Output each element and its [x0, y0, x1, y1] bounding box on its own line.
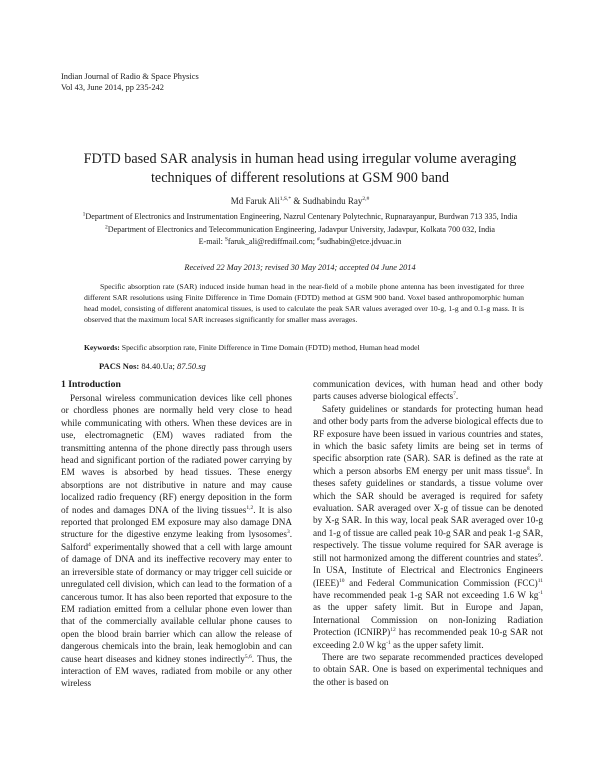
email-label: E-mail: — [198, 237, 225, 246]
p2-text-g: has recommended peak 10-g SAR not exceeding 2.0 W kg — [313, 627, 543, 650]
intro-paragraph-3: There are two separate recommended practices developed to obtain SAR. One is based on experimental techniques and the other is based on — [313, 651, 543, 687]
keywords-label: Keywords: — [84, 343, 120, 352]
ref-7: 7 — [453, 391, 456, 398]
ref-9: 9 — [537, 552, 541, 559]
ref-12: 12 — [390, 627, 396, 634]
p1-text-a: Personal wireless communication devices like cell phones or chordless phones are normally held very close to head while communicating with others. When these devices are in use, electromagnetic (EM) waves radiated from the transmitting antenna of the phone directly pass through users head and significant portion of the radiated power carrying by EM waves is absorbed by head tissues. These energy absorptions are not distributive in nature and may cause localized radio frequency (RF) energy deposition in the form of nodes and damages DNA of the living tissues — [61, 393, 292, 515]
p2-text-c: . In USA, Institute of Electrical and Electronics Engineers (IEEE) — [313, 552, 543, 588]
affiliation-2-mark: 2 — [104, 223, 108, 230]
email-2[interactable]: sudhabin@etce.jdvuac.in — [319, 237, 402, 246]
ref-10: 10 — [339, 577, 345, 584]
keywords — [84, 342, 524, 353]
unit-exp-2: -1 — [386, 639, 391, 646]
affiliation-1 — [40, 211, 560, 224]
abstract: Specific absorption rate (SAR) induced inside human head in the near-field of a mobile phone antenna has been investigated for three different SAR resolutions using Finite Difference in Time Domain (FDTD) method at GSM 900 band. Voxel based anthropomorphic human head model, consisting of different anatomical tissues, is used to calculate the peak SAR values averaged over 10-g, 1-g and 0.1-g mass. It is observed that the maximum local SAR increases significantly for smaller mass averages. — [84, 282, 524, 324]
pacs-text: 84.40.Ua; — [139, 361, 177, 371]
p2-text-f: as the upper safety limit. But in Europe and Japan, International Commission on non-Ionizing Radiation Protection (ICNIRP) — [313, 602, 543, 638]
journal-name: Indian Journal of Radio & Space Physics — [61, 72, 199, 81]
affiliation-1-text: Department of Electronics and Instrumentation Engineering, Nazrul Centenary Polytechnic, Rupnarayanpur, Burdwan 713 335, India — [85, 212, 518, 221]
email-2-mark: # — [317, 236, 320, 243]
p1-text-d: experimentally showed that a cell with large amount of damage of DNA and its ineffective recovery may enter to an irreversible state of dormancy or may trigger cell suicide or unregulated cell division, which can lead to the formation of a cancerous tumor. It has also been reported that exposure to the EM radiation emitted from a cellular phone even lower than that of the commercially available cellular phone causes to open the blood brain barrier which can allow the release of dangerous chemicals into the brain, leak hemoglobin and can cause heart diseases and kidney stones indirectly — [61, 541, 292, 664]
author-2-mark: 2,# — [362, 196, 370, 202]
title-line-1: FDTD based SAR analysis in human head using irregular volume averaging — [83, 151, 517, 167]
p2-text-h: as the upper safety limit. — [390, 639, 484, 650]
unit-exp-1: -1 — [538, 589, 543, 596]
p1-text-e-cont: communication devices, with human head and other body parts causes adverse biological effects — [313, 379, 543, 402]
keywords-text: Specific absorption rate, Finite Difference in Time Domain (FDTD) method, Human head model — [119, 343, 420, 352]
intro-paragraph-1-cont — [313, 378, 543, 403]
paper-title — [40, 150, 560, 188]
affiliation-1-mark: 1 — [82, 211, 86, 218]
p2-text-a: Safety guidelines or standards for protecting human head and other body parts from the adverse biological effects due to RF exposure have been issued in various countries and states, in which the basic safety limits are being set in terms of specific absorption rate (SAR). SAR is defined as the rate at which a person absorbs EM energy per unit mass tissue — [313, 403, 543, 476]
column-right — [313, 378, 543, 688]
author-separator: & — [291, 196, 303, 206]
affiliation-2-text: Department of Electronics and Telecommunication Engineering, Jadavpur University, Jadavpur, Kolkata 700 032, India — [107, 224, 496, 234]
ref-1-2: 1,2 — [246, 504, 254, 511]
author-2: Sudhabindu Ray — [302, 196, 363, 206]
section-heading: 1 Introduction — [61, 379, 121, 390]
author-list — [40, 195, 560, 207]
p1-text-e: . Thus, the interaction of EM waves, radiated from mobile or any other wireless — [61, 653, 292, 689]
intro-paragraph-2 — [313, 403, 543, 651]
p1-text-b: . It is also reported that prolonged EM exposure may also damage DNA structure for the digestive enzyme leaking from lysosomes — [61, 504, 292, 540]
column-left — [61, 378, 292, 690]
author-1: Md Faruk Ali — [230, 196, 280, 206]
p2-text-b: . In theses safety guidelines or standards, a tissue volume over which the SAR should be averaged is required for safety evaluation. SAR averaged over X-g of tissue can be denoted by X-g SAR. In this way, local peak SAR averaged over 10-g and 1-g of tissue are called peak 10-g SAR and peak 1-g SAR, respectively. The tissue volume required for SAR average is still not harmonized among the different countries and states — [313, 465, 543, 563]
email-line — [40, 236, 560, 249]
p2-text-d: and Federal Communication Commission (FCC) — [344, 577, 538, 588]
email-1[interactable]: faruk_ali@rediffmail.com; — [227, 237, 318, 246]
affiliation-2 — [40, 224, 560, 237]
affiliations — [40, 211, 560, 249]
received-dates: Received 22 May 2013; revised 30 May 2014; accepted 04 June 2014 — [184, 263, 416, 272]
ref-8: 8 — [526, 465, 530, 472]
p2-text-e: have recommended peak 1-g SAR not exceeding 1.6 W kg — [313, 589, 539, 600]
ref-11: 11 — [537, 577, 543, 584]
p1-text-f: . — [455, 391, 459, 402]
ref-3: 3 — [286, 529, 290, 536]
pacs-numbers — [99, 361, 206, 372]
author-1-mark: 1,S,* — [279, 196, 292, 202]
pacs-italic: 87.50.sg — [177, 361, 206, 371]
intro-paragraph-1 — [61, 392, 292, 690]
title-line-2: techniques of different resolutions at GSM 900 band — [150, 170, 449, 186]
ref-5-6: 5,6 — [244, 653, 252, 660]
journal-header — [61, 71, 199, 93]
pacs-label: PACS Nos: — [99, 361, 140, 371]
journal-volume: Vol 43, June 2014, pp 235-242 — [61, 83, 164, 92]
ref-4: 4 — [88, 541, 91, 548]
email-1-mark: S — [224, 236, 228, 243]
p1-text-c: . Salford — [61, 529, 292, 552]
